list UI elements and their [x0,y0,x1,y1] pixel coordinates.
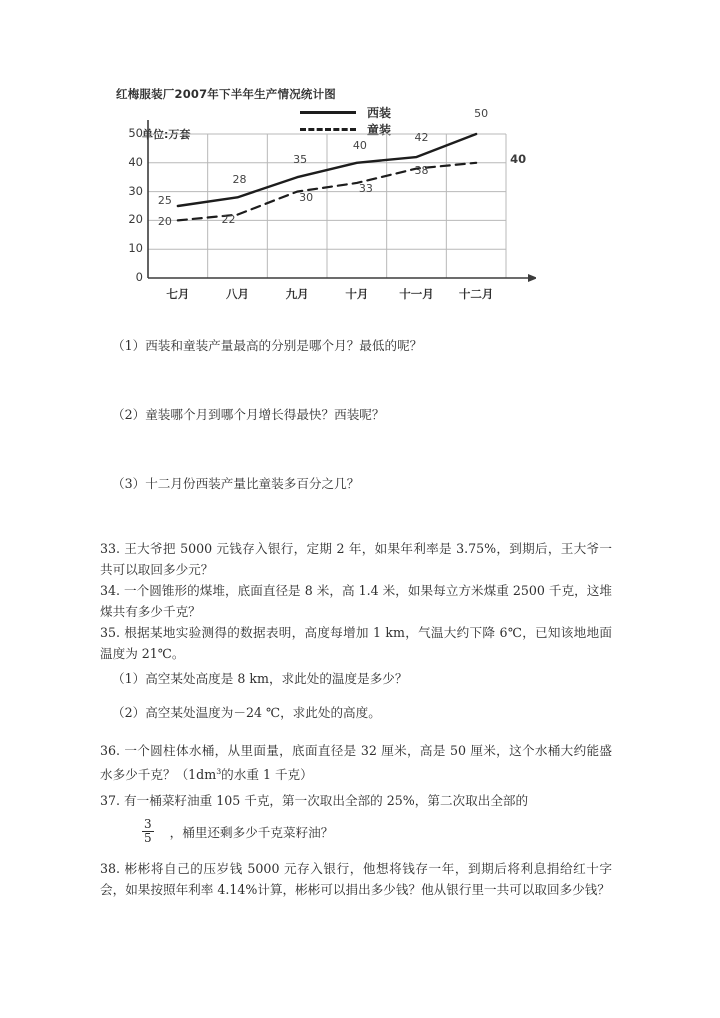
y-tick-10: 10 [128,241,143,256]
chart-question-3: （3）十二月份西装产量比童装多百分之几？ [112,476,360,491]
point-label-西装-八月: 28 [232,173,247,187]
chart-title: 红梅服装厂2007年下半年生产情况统计图 [116,87,337,101]
point-label-西装-九月: 35 [293,153,308,167]
problem-37-fraction-line [140,818,333,844]
x-tick-1: 八月 [225,287,249,301]
x-tick-2: 九月 [285,287,309,301]
point-label-西装-十二月: 50 [474,107,489,120]
problem-34: 34. 一个圆锥形的煤堆，底面直径是 8 米，高 1.4 米，如果每立方米煤重 2500 千克，这堆煤共有多少千克？ [100,583,612,619]
y-tick-30: 30 [128,183,143,198]
point-label-童装-七月: 20 [157,215,172,229]
problem-35: 35. 根据某地实验测得的数据表明，高度每增加 1 km，气温大约下降 6℃，已知该地地面温度为 21℃。 [100,625,612,661]
point-label-西装-十月: 40 [352,138,367,152]
problem-35-sub-1: （1）高空某处高度是 8 km，求此处的温度是多少？ [112,671,408,686]
point-label-童装-十二月: 40 [510,151,527,166]
y-tick-0: 0 [135,270,143,284]
point-label-童装-十月: 33 [358,181,373,195]
problem-37: 37. 有一桶菜籽油重 105 千克，第一次取出全部的 25%，第二次取出全部的 [100,793,529,808]
point-label-西装-七月: 25 [157,194,172,207]
problem-36 [100,740,612,785]
y-tick-40: 40 [128,154,143,169]
chart-question-2: （2）童装哪个月到哪个月增长得最快？西装呢？ [112,407,385,422]
y-tick-50: 50 [128,126,143,140]
legend-label-suits: 西装 [367,106,392,120]
chart-question-1: （1）西装和童装产量最高的分别是哪个月？最低的呢？ [112,338,423,353]
point-label-西装-十一月: 42 [414,131,429,145]
fraction-three-fifths [142,818,154,844]
point-label-童装-十一月: 38 [414,163,429,177]
solid-line-swatch-icon [300,111,356,114]
problem-35-sub-2: （2）高空某处温度为－24 ℃，求此处的高度。 [112,705,381,720]
chart-svg [116,120,536,310]
problem-37-text-tail: ，桶里还剩多少千克菜籽油？ [169,824,334,840]
problem-36-superscript: 3 [216,767,222,776]
x-tick-0: 七月 [166,287,190,301]
legend-label-childrenswear: 童装 [367,123,392,137]
x-tick-3: 十月 [345,287,369,301]
problem-36-text-after: 的水重 1 千克） [221,767,313,783]
y-tick-20: 20 [128,212,143,227]
statistics-chart [0,0,720,310]
problem-33: 33. 王大爷把 5000 元钱存入银行，定期 2 年，如果年利率是 3.75%，到期后，王大爷一共可以取回多少元？ [100,541,612,577]
point-label-童装-九月: 30 [299,190,314,204]
x-tick-5: 十二月 [458,287,494,301]
problem-38: 38. 彬彬将自己的压岁钱 5000 元存入银行，他想将钱存一年，到期后将利息捐给红十字会，如果按照年利率 4.14%计算，彬彬可以捐出多少钱？他从银行里一共可以取回多少钱？ [100,861,612,897]
x-tick-4: 十一月 [399,287,434,301]
fraction-denominator: 5 [144,831,152,845]
fraction-numerator: 3 [144,817,152,831]
point-label-童装-八月: 22 [221,212,236,226]
problem-36-text-before: 36. 一个圆柱体水桶，从里面量，底面直径是 32 厘米，高是 50 厘米，这个水桶大约能盛水多少千克？（1dm [100,743,612,783]
legend-item-suits [300,104,470,121]
chart-unit-label: 单位:万套 [142,128,191,141]
